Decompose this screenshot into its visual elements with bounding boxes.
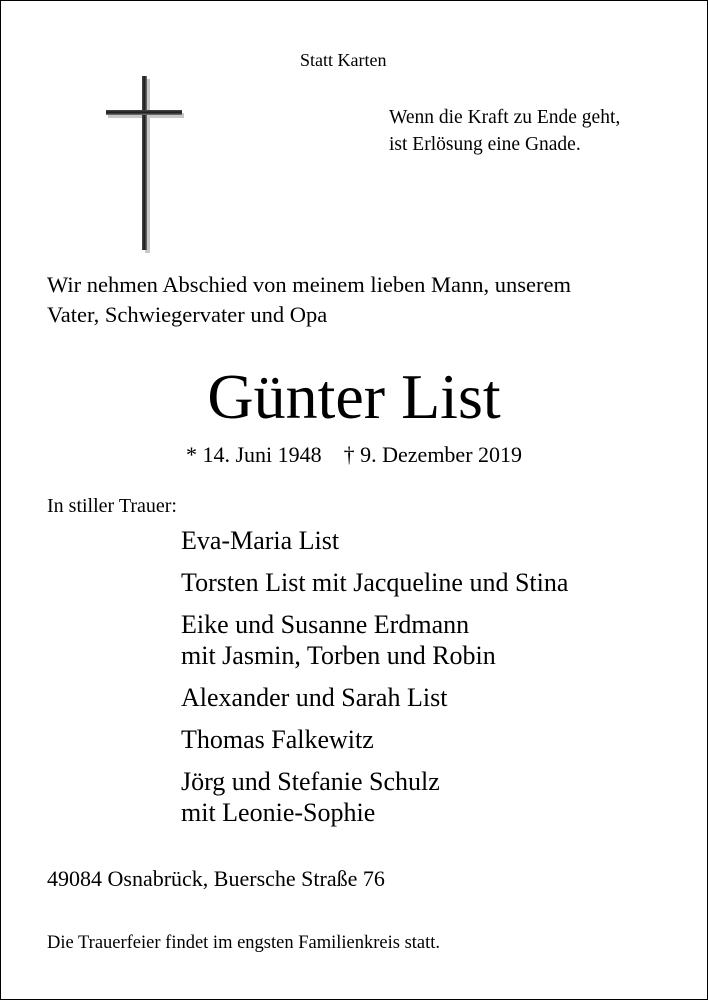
address: 49084 Osnabrück, Buersche Straße 76 (47, 866, 385, 891)
mourner-entry (181, 567, 568, 598)
funeral-note: Die Trauerfeier findet im engsten Familienkreis statt. (47, 933, 441, 953)
quote-line: Wenn die Kraft zu Ende geht, (389, 107, 621, 128)
mourner-entry (181, 609, 568, 671)
mourner-entry (181, 724, 568, 755)
mourner-entry (181, 682, 568, 713)
intro-line: Wir nehmen Abschied von meinem lieben Mann, unserem (47, 272, 571, 297)
mourner-line: Eike und Susanne Erdmann (181, 610, 470, 639)
death-date: † 9. Dezember 2019 (343, 442, 523, 467)
mourner-line: Torsten List mit Jacqueline und Stina (181, 568, 569, 597)
mourning-label: In stiller Trauer: (47, 495, 177, 517)
mourners-list (181, 525, 568, 839)
quote (389, 104, 620, 158)
cross-icon (104, 76, 184, 254)
life-dates (0, 441, 708, 469)
quote-line: ist Erlösung eine Gnade. (389, 134, 581, 155)
deceased-name: Günter List (207, 361, 501, 432)
mourner-line: mit Leonie-Sophie (181, 798, 376, 827)
mourner-entry (181, 766, 568, 828)
intro-text (47, 270, 571, 330)
mourner-line: Alexander und Sarah List (181, 683, 448, 712)
intro-line: Vater, Schwiegervater und Opa (47, 302, 328, 327)
mourner-entry (181, 525, 568, 556)
mourner-line: Jörg und Stefanie Schulz (181, 767, 440, 796)
statt-karten-label: Statt Karten (300, 50, 387, 70)
mourner-line: Thomas Falkewitz (181, 725, 374, 754)
birth-date: * 14. Juni 1948 (185, 442, 322, 467)
mourner-line: Eva-Maria List (181, 526, 340, 555)
mourner-line: mit Jasmin, Torben und Robin (181, 641, 496, 670)
